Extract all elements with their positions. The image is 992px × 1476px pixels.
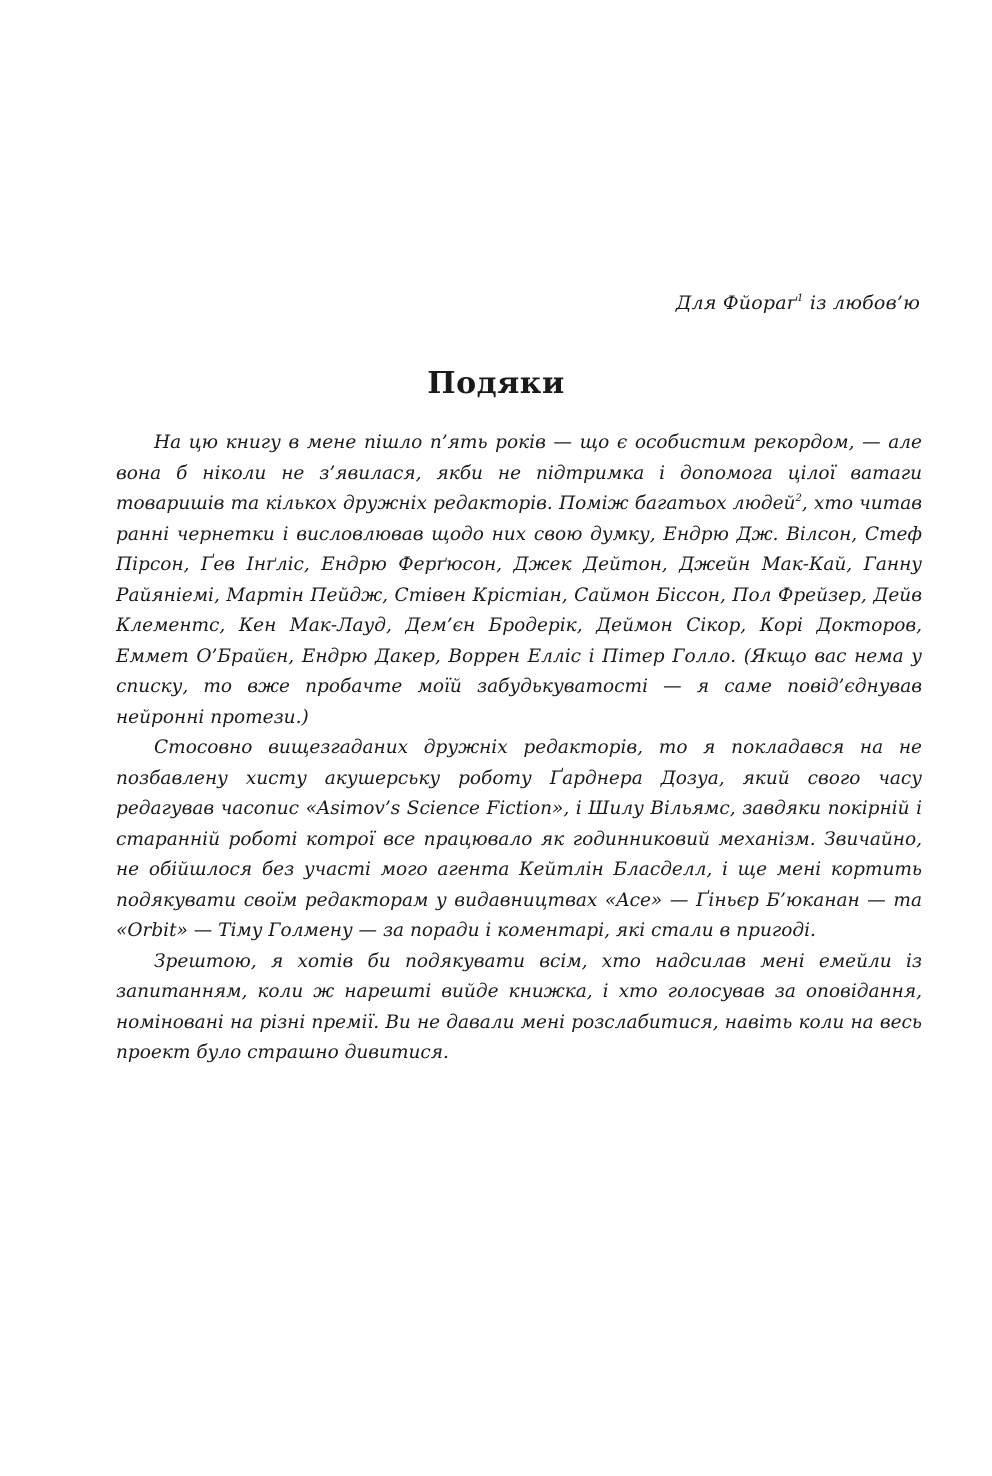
- paragraph-2: Стосовно вищезгаданих дружніх редакторів, то я покладався на не позбавлену хисту акушерську роботу Ґарднера Дозуа, який свого часу редагував часопис «Asimov’s Science Fiction», і Шилу Вільямс, завдяки покірній і старанній роботі котрої все працювало як годинниковий механізм. Звичайно, не обійшлося без участі мого агента Кейтлін Бласделл, і ще мені кортить подякувати своїм редакторам у видавництвах «Ace» — Ґіньєр Б’юканан — та «Orbit» — Тіму Голмену — за поради і коментарі, які стали в пригоді.: [116, 737, 922, 941]
- dedication: [676, 292, 920, 314]
- footnote-mark-2: 2: [795, 493, 802, 504]
- paragraph-1-part-2: , хто читав ранні чернетки і висловлював щодо них свою думку, Ендрю Дж. Вілсон, Стеф Пірсон, Ґев Інґліс, Ендрю Ферґюсон, Джек Дейтон, Джейн Мак-Кай, Ганну Райяніемі, Мартін Пейдж, Стівен Крістіан, Саймон Біссон, Пол Фрейзер, Дейв Клементс, Кен Мак-Лауд, Дем’єн Бродерік, Деймон Сікор, Корі Докторов, Еммет О’Брайєн, Ендрю Дакер, Воррен Елліс і Пітер Голло. (Якщо вас нема у списку, то вже пробачте моїй забудькуватості — я саме повід’єднував нейронні протези.): [116, 493, 922, 728]
- paragraph-3: Зрештою, я хотів би подякувати всім, хто надсилав мені емейли із запитанням, коли ж нарешті вийде книжка, і хто голосував за оповідання, номіновані на різні премії. Ви не давали мені розслабитися, навіть коли на весь проект було страшно дивитися.: [116, 950, 922, 1063]
- page-title: Подяки: [427, 366, 565, 401]
- dedication-text: Для Фйораґ: [675, 292, 798, 314]
- footnote-mark-1: 1: [797, 293, 804, 304]
- dedication-tail: із любов’ю: [803, 292, 920, 314]
- paragraph-1-part-1: На цю книгу в мене пішло п’ять років — що є особистим рекордом, — але вона б ніколи не з’явилася, якби не підтримка і допомога цілої ватаги товаришів та кількох дружніх редакторів. Поміж багатьох людей: [116, 432, 922, 514]
- acknowledgements-body: [116, 428, 922, 1069]
- paragraph-1: [116, 428, 922, 733]
